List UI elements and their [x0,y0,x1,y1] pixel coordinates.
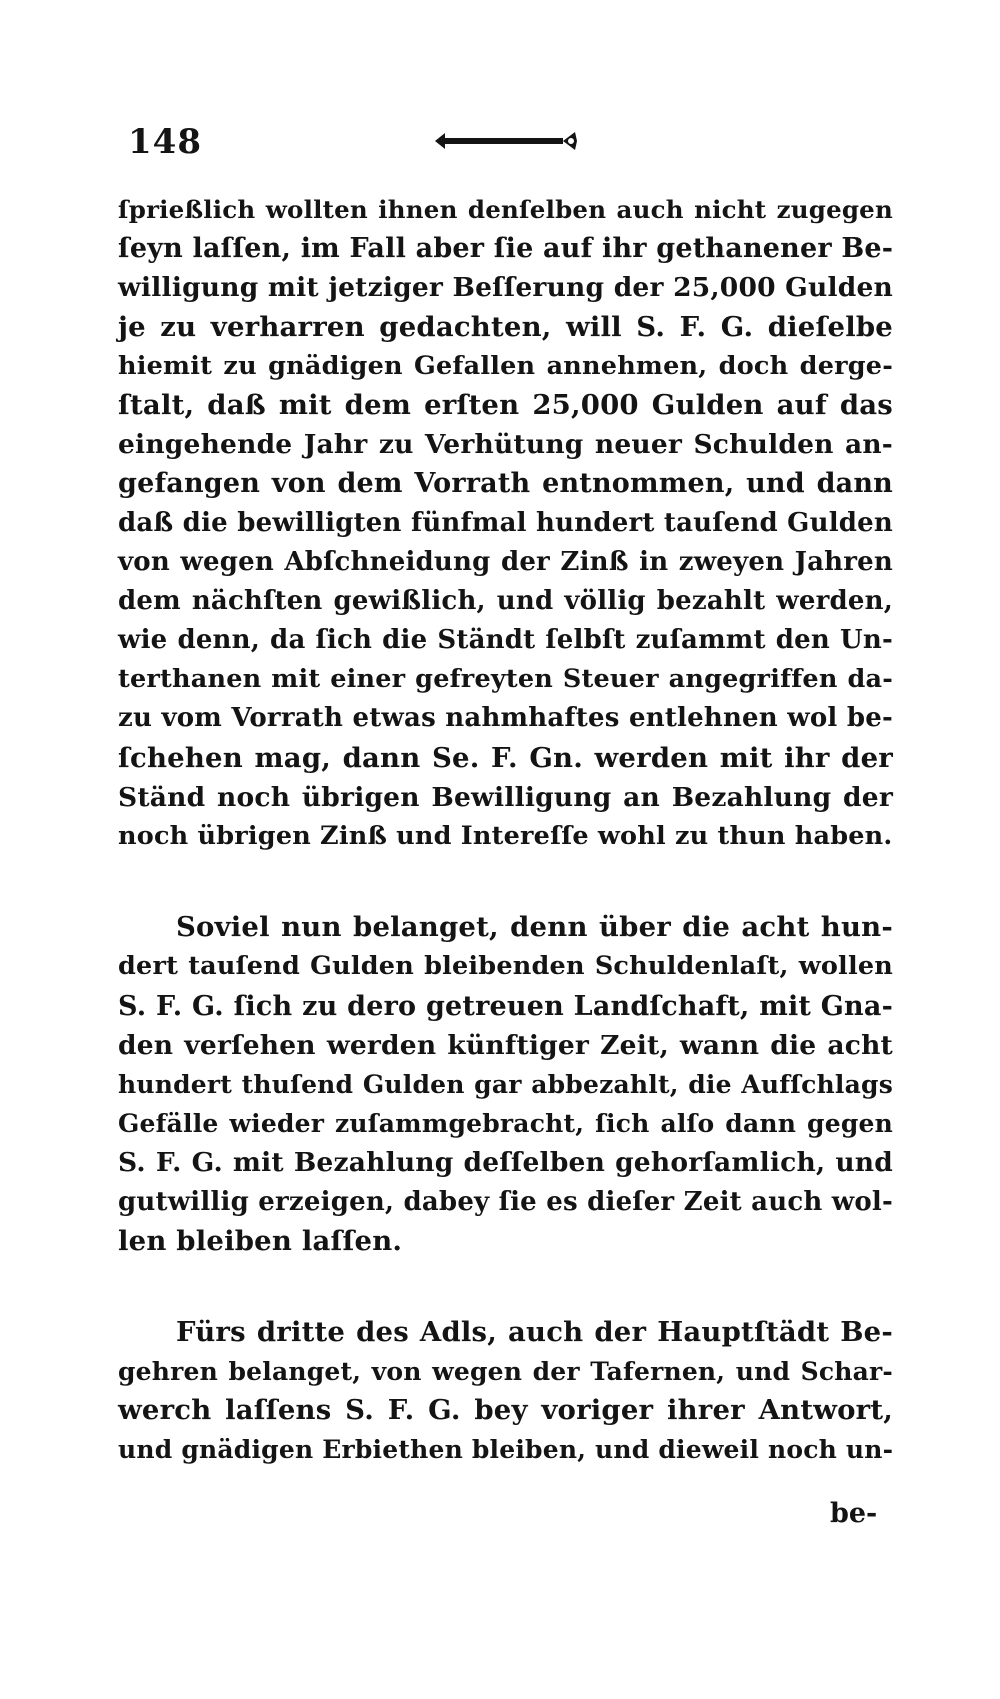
text-line: hiemit zu gnädigen Gefallen annehmen, doch derge- [118,350,893,381]
body-text [118,190,893,1470]
text-line: gehren belanget, von wegen der Tafernen, und Schar- [118,1357,893,1387]
text-line: dem nächſten gewißlich, und völlig bezahlt werden, [118,585,893,616]
page-number: 148 [128,122,202,162]
text-line: eingehende Jahr zu Verhütung neuer Schulden an- [118,429,893,461]
text-line: den verſehen werden künftiger Zeit, wann die acht [118,1029,893,1061]
text-line: S. F. G. ſich zu dero getreuen Landſchaft, mit Gna- [118,990,893,1022]
paragraph-2 [118,908,893,1261]
text-line: S. F. G. mit Bezahlung deſſelben gehorſamlich, und [118,1147,893,1179]
text-line: wie denn, da ſich die Ständt ſelbſt zuſammt den Un- [118,625,893,656]
text-line: Soviel nun belanget, denn über die acht hun- [176,911,893,944]
text-line: noch übrigen Zinß und Intereſſe wohl zu thun haben. [118,821,893,851]
text-line: ſchehen mag, dann Se. F. Gn. werden mit ihr der [118,741,893,774]
text-line: ſprießlich wollten ihnen denſelben auch nicht zugegen [118,195,893,224]
text-line: daß die bewilligten fünfmal hundert tauſend Gulden [118,507,893,538]
text-line: je zu verharren gedachten, will S. F. G. dieſelbe [118,310,893,343]
text-line: terthanen mit einer gefreyten Steuer angegriffen da- [118,664,893,695]
text-line: ſtalt, daß mit dem erſten 25,000 Gulden auf das [118,388,893,421]
text-line: Fürs dritte des Adls, auch der Hauptſtädt Be- [176,1315,893,1348]
paragraph-gap [118,856,893,908]
paragraph-gap [118,1261,893,1313]
text-line: werch laſſens S. F. G. bey voriger ihrer Antwort, [118,1394,893,1427]
ornament-rule-icon [431,130,581,152]
text-line: hundert thuſend Gulden gar abbezahlt, die Aufſchlags [118,1069,893,1099]
text-line: gefangen von dem Vorrath entnommen, und dann [118,468,893,500]
text-line: dert tauſend Gulden bleibenden Schuldenlaſt, wollen [118,951,893,982]
paragraph-3 [118,1313,893,1470]
text-line: Ständ noch übrigen Bewilligung an Bezahlung der [118,781,893,813]
text-line: von wegen Abſchneidung der Zinß in zweyen Jahren [118,546,893,577]
catchword: be- [830,1498,878,1529]
page-header [128,118,888,166]
text-line: und gnädigen Erbiethen bleiben, und dieweil noch un- [118,1435,894,1465]
text-line: willigung mit jetziger Beſſerung der 25,000 Gulden [118,272,893,304]
text-line: len bleiben laſſen. [118,1224,403,1257]
text-line: Gefälle wieder zuſammgebracht, ſich alſo dann gegen [118,1109,893,1139]
text-line: gutwillig erzeigen, dabey ſie es dieſer Zeit auch wol- [118,1186,893,1217]
text-line: zu vom Vorrath etwas nahmhaftes entlehnen wol be- [118,703,893,734]
paragraph-1 [118,190,893,856]
text-line: ſeyn laſſen, im Fall aber ſie auf ihr gethanener Be- [118,233,894,265]
